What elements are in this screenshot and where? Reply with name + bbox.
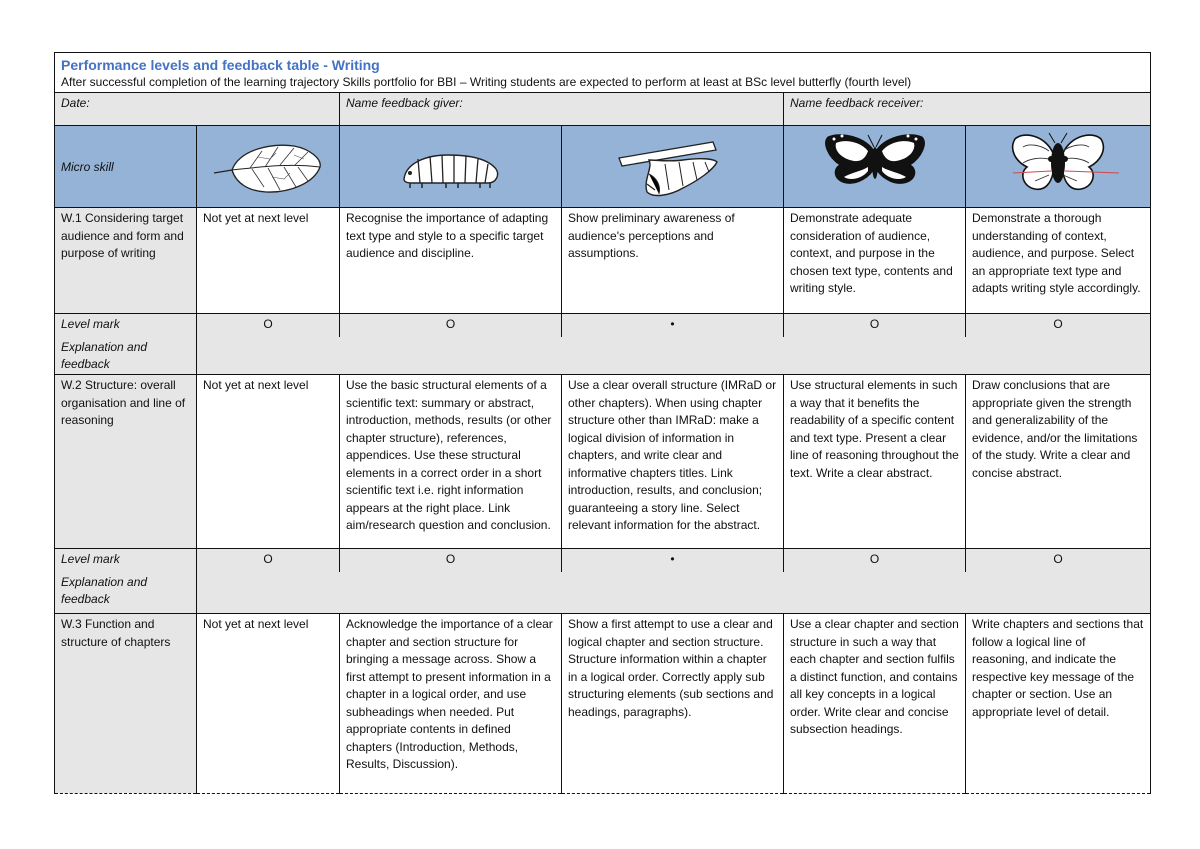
skill-w1-level-0: Not yet at next level bbox=[197, 208, 340, 314]
skill-w1-name: W.1 Considering target audience and form and purpose of writing bbox=[55, 208, 197, 314]
level-pupa-cell bbox=[562, 126, 784, 208]
moth-icon bbox=[993, 129, 1123, 205]
skill-w2-level-3: Use structural elements in such a way that it benefits the readability of a specific content and text type. Present a clear line of reasoning throughout the text. Write a clear abstract. bbox=[784, 375, 966, 549]
level-mark-radio[interactable]: • bbox=[562, 314, 784, 337]
title-cell bbox=[55, 53, 1151, 93]
document-page bbox=[54, 52, 1150, 794]
feedback-table bbox=[54, 52, 1151, 794]
level-caterpillar-cell bbox=[340, 126, 562, 208]
level-mark-radio[interactable]: O bbox=[966, 549, 1151, 572]
explanation-field[interactable] bbox=[197, 572, 1151, 614]
skill-w1-level-1: Recognise the importance of adapting text type and style to a specific target audience and discipline. bbox=[340, 208, 562, 314]
skill-w2-level-4: Draw conclusions that are appropriate given the strength and generalizability of the evidence, and/or the limitations of the study. Write a clear and concise abstract. bbox=[966, 375, 1151, 549]
feedback-giver-field[interactable]: Name feedback giver: bbox=[340, 93, 784, 126]
skill-w3-level-1: Acknowledge the importance of a clear chapter and section structure for bringing a message across. Show a first attempt to present information in a chapter in a logical order, and use subheadings when needed. Put appropriate contents in defined chapters (Introduction, Methods, Results, Discussion). bbox=[340, 614, 562, 794]
skill-w1-level-4: Demonstrate a thorough understanding of context, audience, and purpose. Select an appropriate text type and adapts writing style accordingly. bbox=[966, 208, 1151, 314]
skill-w3-level-3: Use a clear chapter and section structure in such a way that each chapter and section fulfils a distinct function, and contains all key concepts in a logical order. Write clear and concise subsection headings. bbox=[784, 614, 966, 794]
micro-skill-header: Micro skill bbox=[55, 126, 197, 208]
butterfly-icon bbox=[820, 131, 930, 203]
explanation-label: Explanation and feedback bbox=[55, 572, 197, 614]
level-mark-radio[interactable]: O bbox=[197, 314, 340, 337]
level-mark-label: Level mark bbox=[55, 314, 197, 337]
feedback-receiver-field[interactable]: Name feedback receiver: bbox=[784, 93, 1151, 126]
skill-w3-level-2: Show a first attempt to use a clear and logical chapter and section structure. Structure information within a chapter in a logical order. Correctly apply sub structuring elements (sub sections and headings, paragraphs). bbox=[562, 614, 784, 794]
level-mark-radio[interactable]: O bbox=[340, 549, 562, 572]
skill-w2-level-1: Use the basic structural elements of a scientific text: summary or abstract, introduction, methods, results (or other chapter structure), references, appendices. Use these structural elements in a correct order in a short scientific text i.e. right information appears at the right place. Link aim/research question and conclusion. bbox=[340, 375, 562, 549]
level-leaf-cell bbox=[197, 126, 340, 208]
skill-w3-level-0: Not yet at next level bbox=[197, 614, 340, 794]
skill-w3-name: W.3 Function and structure of chapters bbox=[55, 614, 197, 794]
pupa-icon bbox=[613, 134, 733, 200]
level-mark-label: Level mark bbox=[55, 549, 197, 572]
level-mark-radio[interactable]: O bbox=[784, 549, 966, 572]
level-mark-radio[interactable]: • bbox=[562, 549, 784, 572]
skill-w3-level-4: Write chapters and sections that follow a logical line of reasoning, and indicate the respective key message of the chapter or section. Use an appropriate level of detail. bbox=[966, 614, 1151, 794]
skill-w2-name: W.2 Structure: overall organisation and line of reasoning bbox=[55, 375, 197, 549]
level-moth-cell bbox=[966, 126, 1151, 208]
skill-w2-level-2: Use a clear overall structure (IMRaD or other chapters). When using chapter structure other than IMRaD: make a logical division of information in chapters, and write clear and informative chapters titles. Link introduction, results, and conclusion; guaranteeing a story line. Select relevant information for the abstract. bbox=[562, 375, 784, 549]
level-mark-radio[interactable]: O bbox=[197, 549, 340, 572]
explanation-field[interactable] bbox=[197, 337, 1151, 375]
caterpillar-icon bbox=[396, 143, 506, 191]
level-butterfly-cell bbox=[784, 126, 966, 208]
skill-w2-level-0: Not yet at next level bbox=[197, 375, 340, 549]
leaf-icon bbox=[210, 137, 326, 197]
explanation-label: Explanation and feedback bbox=[55, 337, 197, 375]
level-mark-radio[interactable]: O bbox=[784, 314, 966, 337]
level-mark-radio[interactable]: O bbox=[340, 314, 562, 337]
level-mark-radio[interactable]: O bbox=[966, 314, 1151, 337]
skill-w1-level-3: Demonstrate adequate consideration of audience, context, and purpose in the chosen text type, contents and writing style. bbox=[784, 208, 966, 314]
date-field[interactable]: Date: bbox=[55, 93, 340, 126]
page-title: Performance levels and feedback table - Writing bbox=[61, 57, 380, 73]
skill-w1-level-2: Show preliminary awareness of audience's perceptions and assumptions. bbox=[562, 208, 784, 314]
page-subtitle: After successful completion of the learning trajectory Skills portfolio for BBI – Writing students are expected to perform at least at BSc level butterfly (fourth level) bbox=[61, 75, 912, 89]
